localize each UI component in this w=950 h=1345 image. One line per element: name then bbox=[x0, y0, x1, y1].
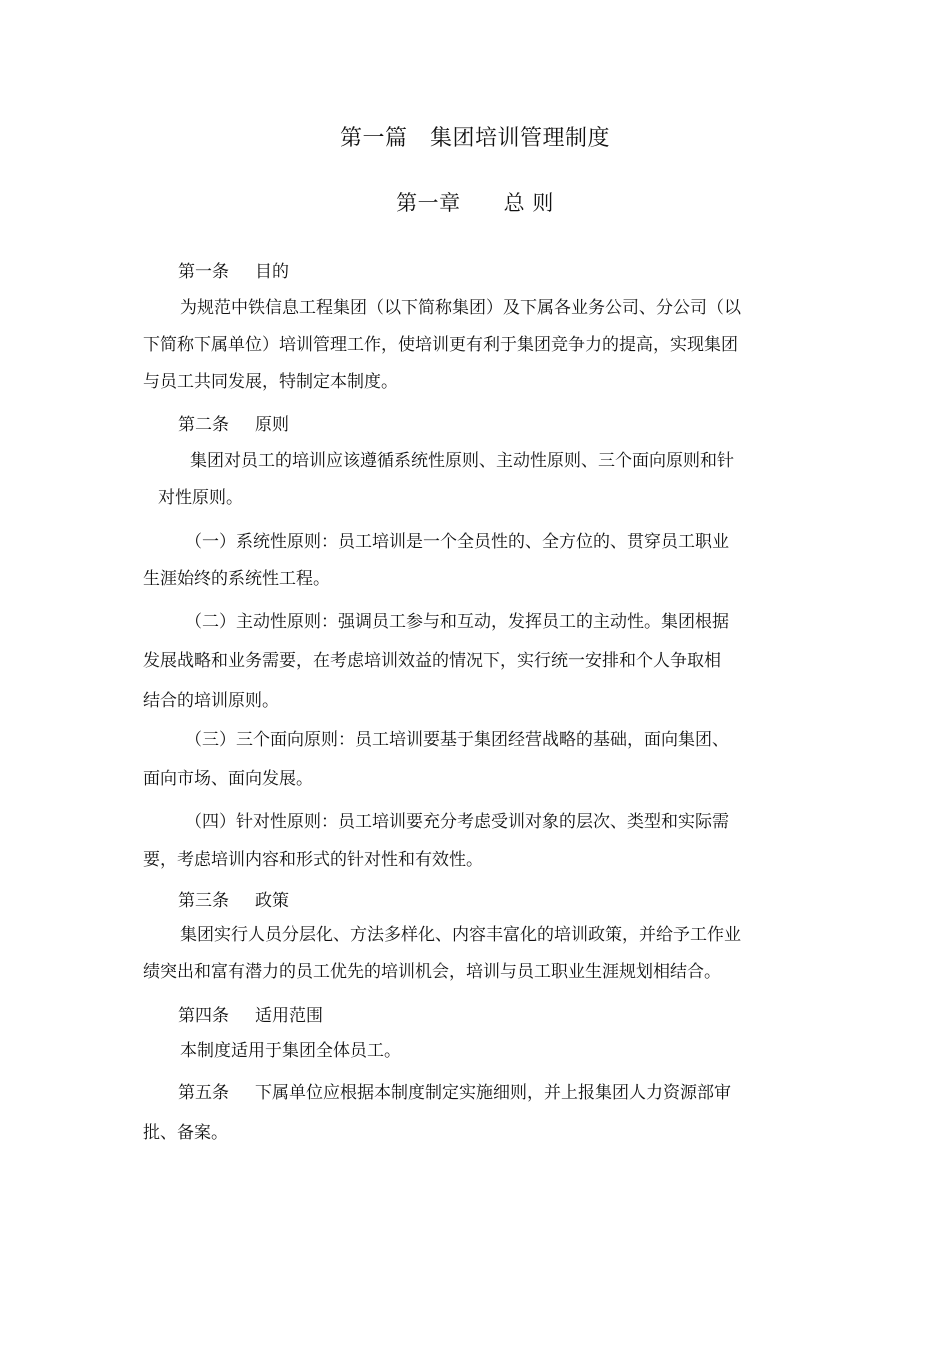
article-4-line-1: 本制度适用于集团全体员工。 bbox=[180, 1041, 401, 1061]
article-3-number: 第三条 bbox=[178, 891, 229, 911]
article-1-line-2: 下简称下属单位）培训管理工作，使培训更有利于集团竞争力的提高，实现集团 bbox=[143, 335, 738, 355]
article-3-line-2: 绩突出和富有潜力的员工优先的培训机会，培训与员工职业生涯规划相结合。 bbox=[143, 962, 721, 982]
part-title: 第一篇 集团培训管理制度 bbox=[339, 126, 610, 151]
chapter-title: 第一章 总 则 bbox=[396, 191, 554, 215]
article-1-number: 第一条 bbox=[178, 262, 229, 282]
article-2-item-4-line-2: 要，考虑培训内容和形式的针对性和有效性。 bbox=[143, 850, 483, 870]
article-1-line-1: 为规范中铁信息工程集团（以下简称集团）及下属各业务公司、分公司（以 bbox=[180, 298, 741, 318]
article-3-heading bbox=[178, 889, 289, 913]
article-1-title: 目的 bbox=[255, 262, 289, 282]
article-5-number: 第五条 bbox=[178, 1083, 229, 1103]
article-2-item-2-line-2: 发展战略和业务需要，在考虑培训效益的情况下，实行统一安排和个人争取相 bbox=[143, 651, 721, 671]
article-2-item-2-line-3: 结合的培训原则。 bbox=[143, 691, 279, 711]
article-2-number: 第二条 bbox=[178, 415, 229, 435]
article-2-title: 原则 bbox=[255, 415, 289, 435]
article-4-title: 适用范围 bbox=[255, 1006, 323, 1026]
article-2-item-3-line-2: 面向市场、面向发展。 bbox=[143, 769, 313, 789]
article-2-intro-line-1: 集团对员工的培训应该遵循系统性原则、主动性原则、三个面向原则和针 bbox=[190, 451, 734, 471]
article-3-line-1: 集团实行人员分层化、方法多样化、内容丰富化的培训政策，并给予工作业 bbox=[180, 925, 741, 945]
article-3-title: 政策 bbox=[255, 891, 289, 911]
article-5-heading bbox=[178, 1081, 731, 1105]
article-1-line-3: 与员工共同发展，特制定本制度。 bbox=[143, 372, 398, 392]
article-1-heading bbox=[178, 260, 289, 284]
article-2-heading bbox=[178, 413, 289, 437]
article-2-item-2-line-1: （二）主动性原则：强调员工参与和互动，发挥员工的主动性。集团根据 bbox=[185, 612, 729, 632]
article-4-number: 第四条 bbox=[178, 1006, 229, 1026]
article-2-item-3-line-1: （三）三个面向原则：员工培训要基于集团经营战略的基础，面向集团、 bbox=[185, 730, 729, 750]
article-5-line-1: 下属单位应根据本制度制定实施细则，并上报集团人力资源部审 bbox=[255, 1083, 731, 1103]
article-2-item-4-line-1: （四）针对性原则：员工培训要充分考虑受训对象的层次、类型和实际需 bbox=[185, 812, 729, 832]
article-5-line-2: 批、备案。 bbox=[143, 1123, 228, 1143]
article-4-heading bbox=[178, 1004, 323, 1028]
article-2-item-1-line-2: 生涯始终的系统性工程。 bbox=[143, 569, 330, 589]
article-2-intro-line-2: 对性原则。 bbox=[158, 488, 243, 508]
article-2-item-1-line-1: （一）系统性原则：员工培训是一个全员性的、全方位的、贯穿员工职业 bbox=[185, 532, 729, 552]
